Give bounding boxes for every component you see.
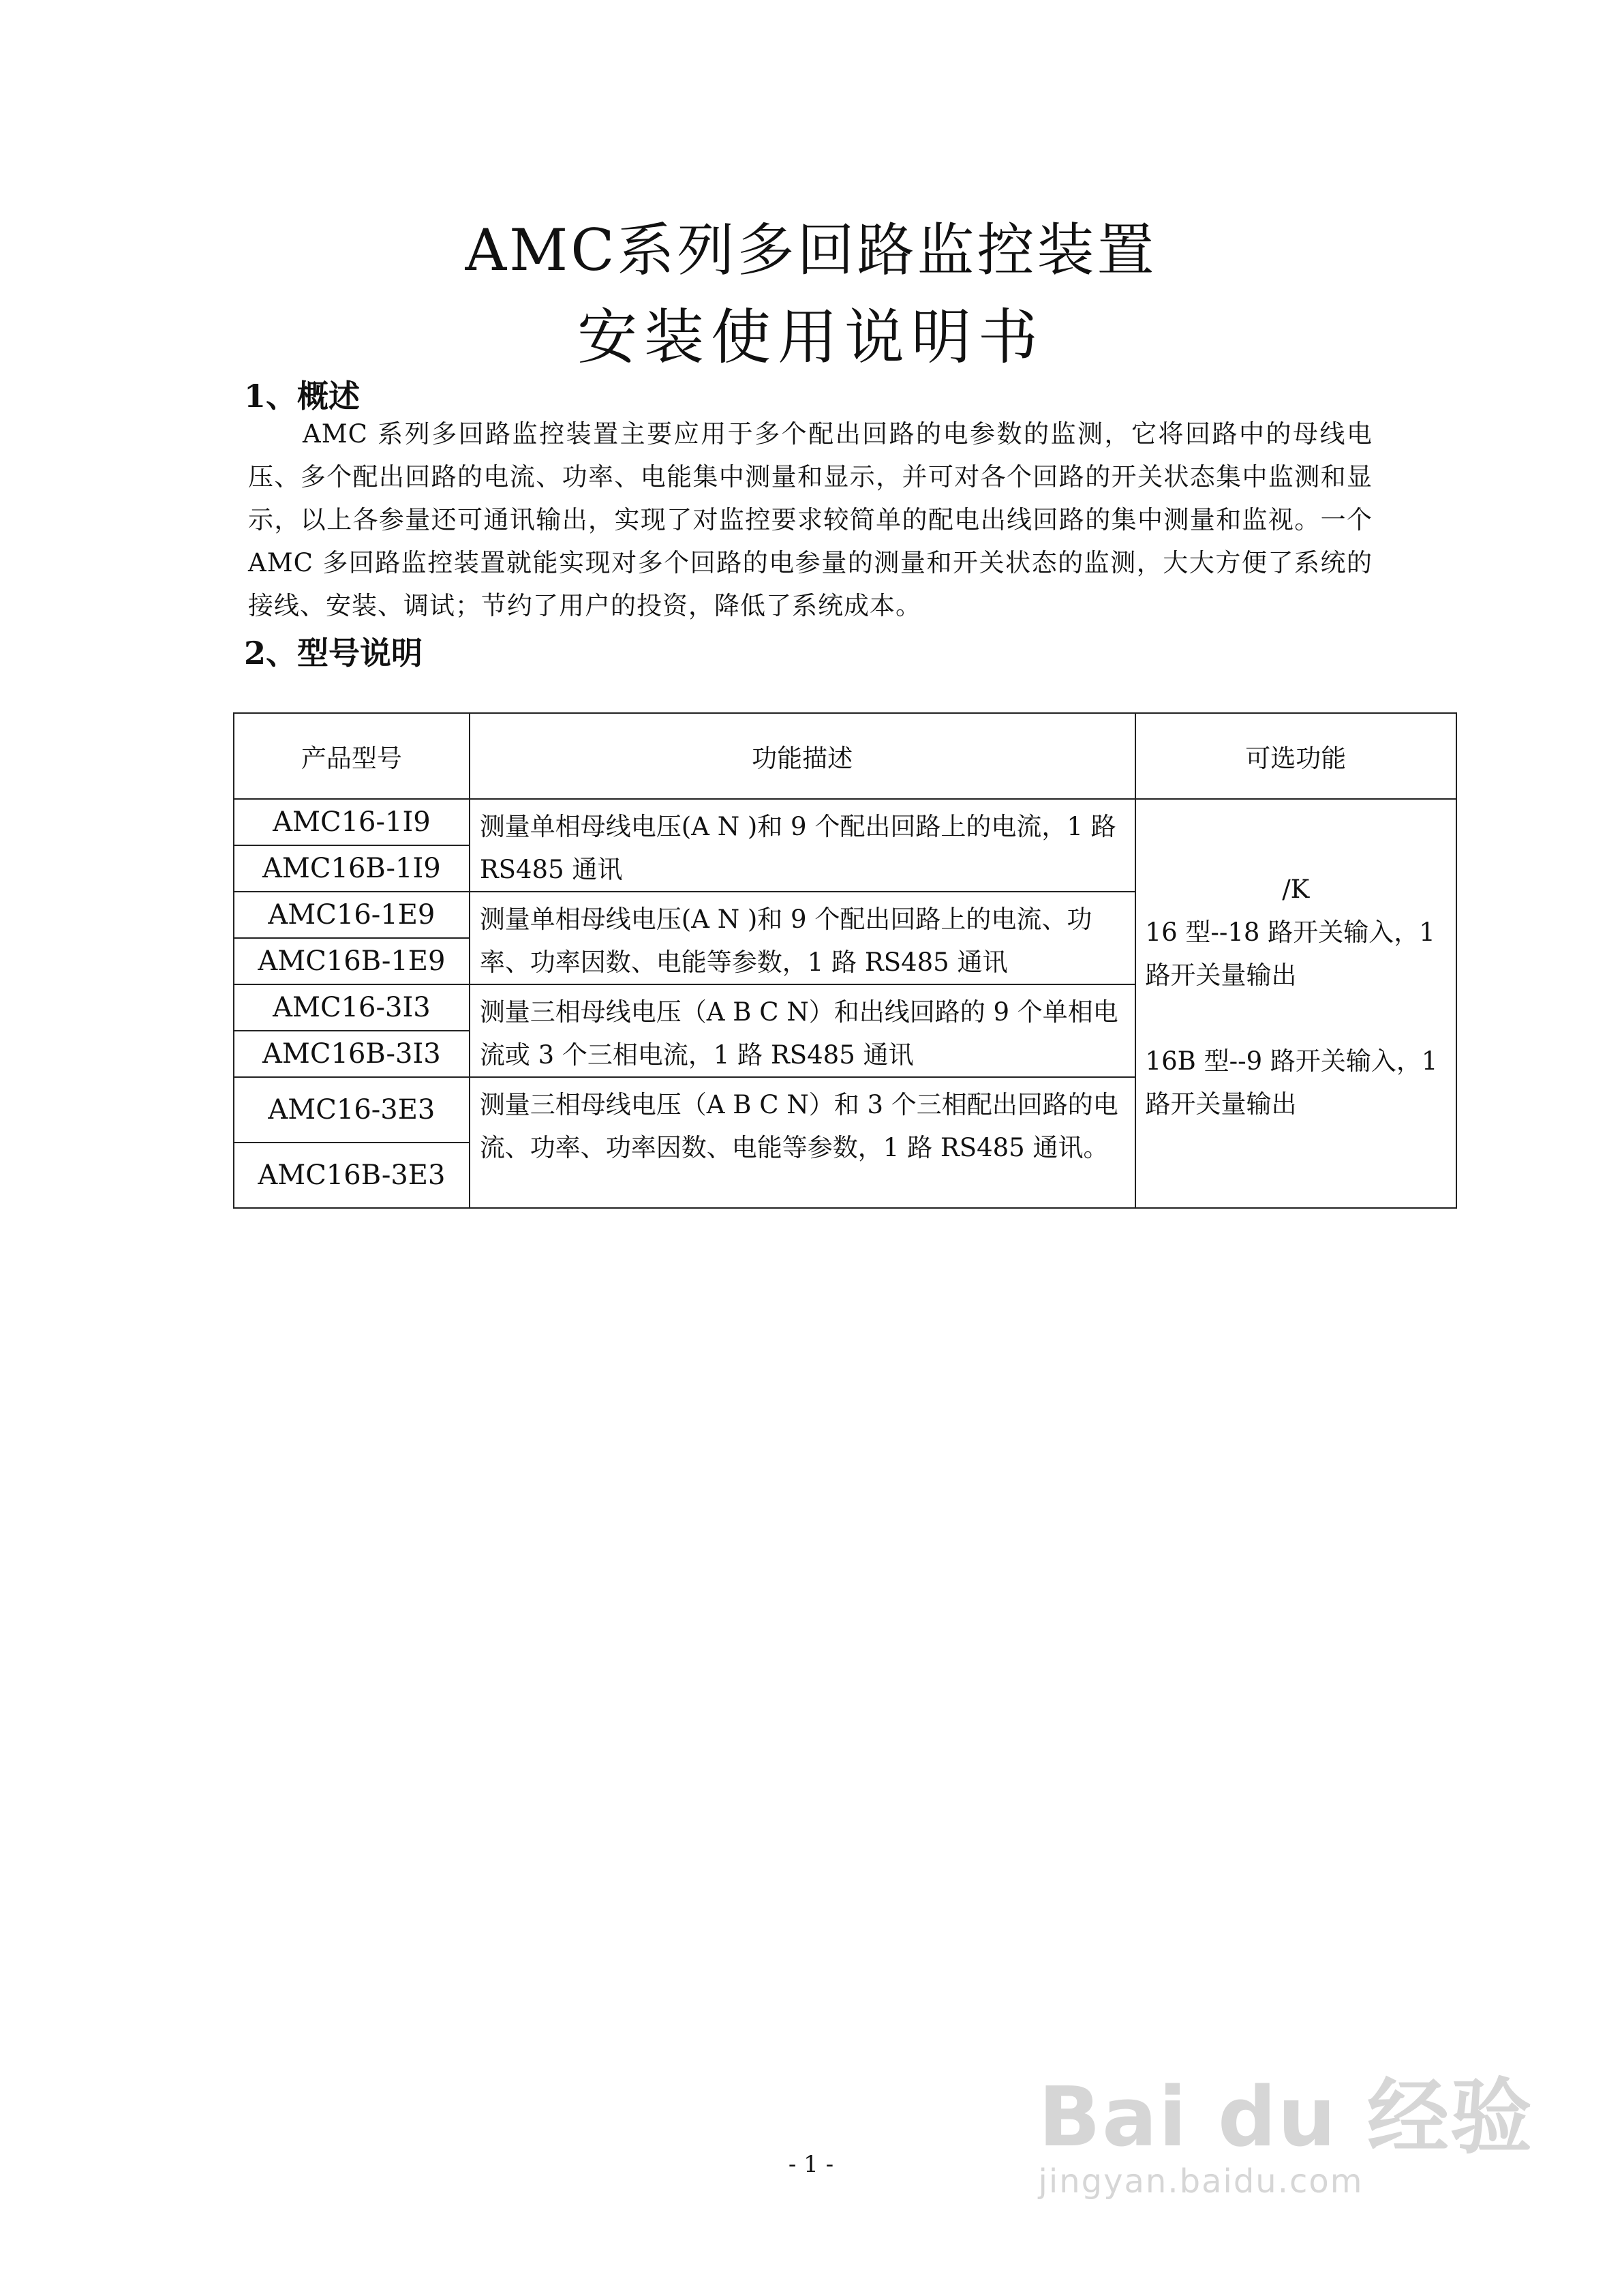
document-title: AMC系列多回路监控装置: [465, 217, 1157, 284]
section-heading-overview: 1、概述: [244, 378, 361, 414]
watermark-logo: Bai du 经验: [1038, 2070, 1533, 2165]
document-subtitle: 安装使用说明书: [577, 302, 1045, 372]
model-cell: AMC16-3I3: [234, 984, 470, 1031]
table-row: [234, 799, 1456, 845]
optional-cell: [1135, 799, 1456, 1208]
model-cell: AMC16B-1I9: [234, 845, 470, 892]
model-cell: AMC16B-3E3: [234, 1143, 470, 1208]
optional-type16b: 16B 型--9 路开关输入，1 路开关量输出: [1145, 1046, 1438, 1119]
model-cell: AMC16-1E9: [234, 892, 470, 938]
overview-paragraph: AMC 系列多回路监控装置主要应用于多个配出回路的电参数的监测，它将回路中的母线电压、多个配出回路的电流、功率、电能集中测量和显示，并可对各个回路的开关状态集中监测和显示，以上各参量还可通讯输出，实现了对监控要求较简单的配电出线回路的集中测量和监视。一个 AMC 多回路监控装置就能实现对多个回路的电参量的测量和开关状态的监测，大大方便了系统的接线、安装、调试；节约了用户的投资，降低了系统成本。: [248, 419, 1373, 620]
model-cell: AMC16-1I9: [234, 799, 470, 845]
table-header-row: [234, 713, 1456, 799]
description-cell: 测量三相母线电压（A B C N）和出线回路的 9 个单相电流或 3 个三相电流，1 路 RS485 通讯: [470, 984, 1135, 1077]
model-cell: AMC16-3E3: [234, 1077, 470, 1143]
watermark-url: jingyan.baidu.com: [1038, 2162, 1364, 2201]
description-cell: 测量三相母线电压（A B C N）和 3 个三相配出回路的电流、功率、功率因数、电能等参数，1 路 RS485 通讯。: [470, 1077, 1135, 1208]
optional-type16: 16 型--18 路开关输入，1 路开关量输出: [1145, 918, 1435, 990]
watermark: [1039, 2052, 1533, 2201]
optional-suffix: /K: [1282, 875, 1310, 904]
page-number: - 1 -: [788, 2151, 834, 2178]
model-cell: AMC16B-3I3: [234, 1031, 470, 1077]
model-table: [233, 712, 1457, 1209]
header-optional: 可选功能: [1135, 713, 1456, 799]
description-cell: 测量单相母线电压(A N )和 9 个配出回路上的电流、功率、功率因数、电能等参数，1 路 RS485 通讯: [470, 892, 1135, 984]
section-heading-models: 2、型号说明: [244, 635, 423, 671]
header-model: 产品型号: [234, 713, 470, 799]
description-cell: 测量单相母线电压(A N )和 9 个配出回路上的电流，1 路 RS485 通讯: [470, 799, 1135, 892]
model-cell: AMC16B-1E9: [234, 938, 470, 984]
header-description: 功能描述: [470, 713, 1135, 799]
